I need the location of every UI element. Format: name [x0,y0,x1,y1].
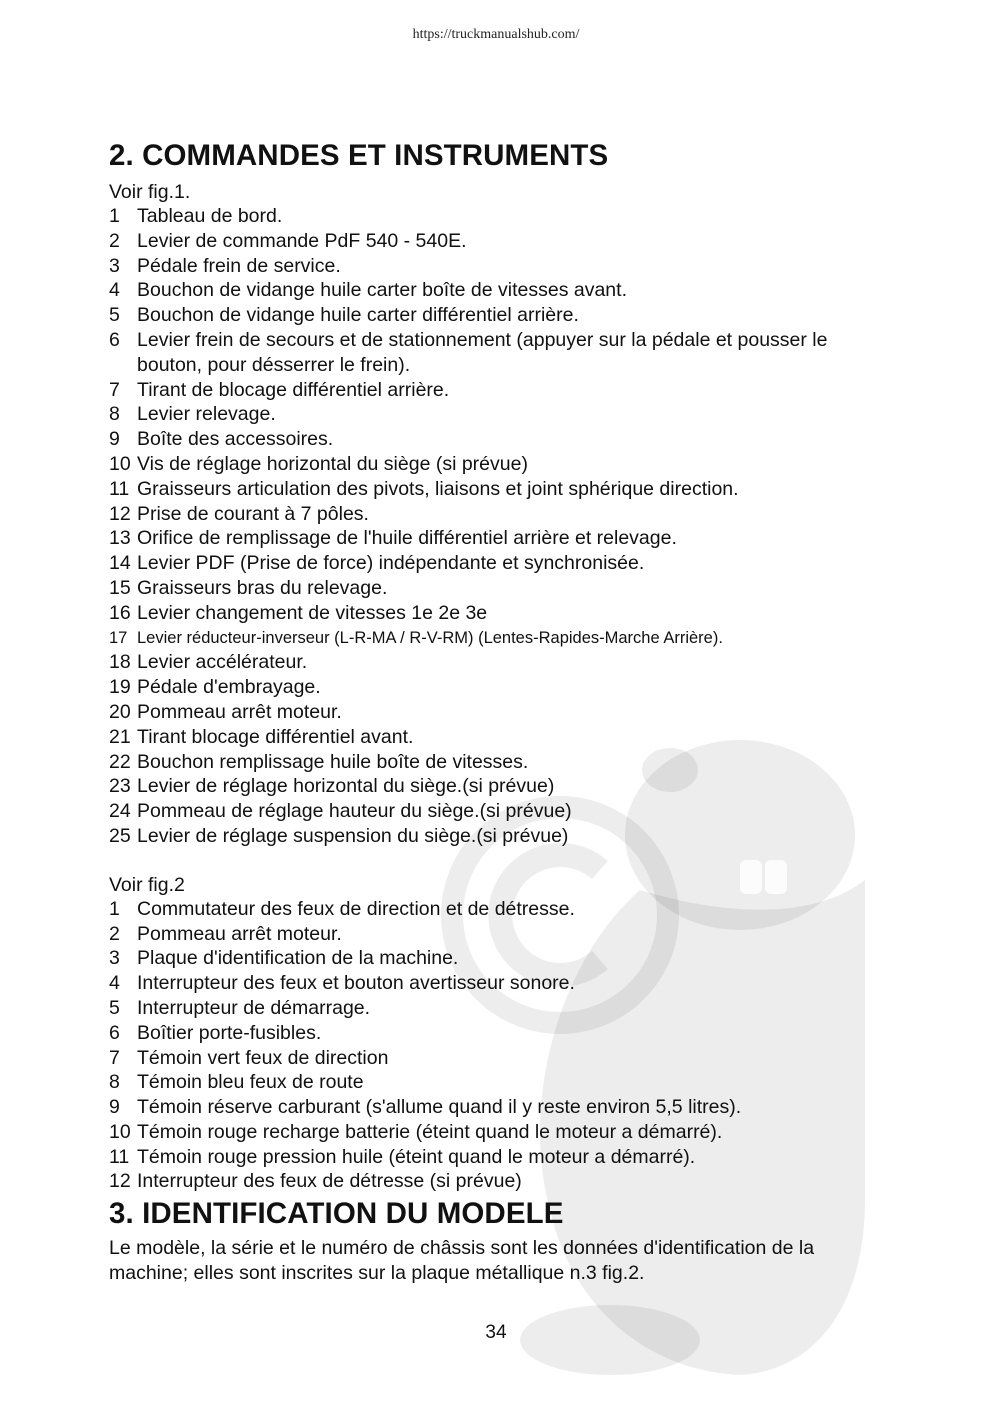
item-text: Levier PDF (Prise de force) indépendante et synchronisée. [137,552,645,575]
item-number: 19 [109,676,131,699]
item-text: Graisseurs articulation des pivots, liaisons et joint sphérique direction. [137,477,739,500]
list-item [109,576,889,601]
list-item [109,551,889,576]
list-item [109,303,889,328]
list-item [109,774,889,799]
list-item [109,601,889,626]
item-text: Bouchon de vidange huile carter boîte de vitesses avant. [137,279,627,302]
list-item [109,1095,889,1120]
list-item [109,799,889,824]
item-text: Levier de réglage horizontal du siège.(si prévue) [137,775,555,798]
list-item [109,229,889,254]
item-text: Prise de courant à 7 pôles. [137,502,369,525]
item-number: 11 [109,477,130,500]
item-number: 1 [109,205,120,227]
item-number: 4 [109,972,120,995]
list-item [109,1120,889,1145]
item-number: 12 [109,1170,131,1193]
fig1-intro: Voir fig.1. [109,181,191,203]
item-number: 10 [109,452,131,475]
item-text: Levier changement de vitesses 1e 2e 3e [137,601,488,624]
item-number: 7 [109,378,120,401]
item-text: Interrupteur de démarrage. [137,996,371,1019]
list-item [109,452,889,477]
item-text: Tirant de blocage différentiel arrière. [137,378,450,401]
item-text: Pommeau de réglage hauteur du siège.(si prévue) [137,800,572,823]
list-item [109,824,889,849]
item-text: Commutateur des feux de direction et de détresse. [137,897,575,920]
item-number: 17 [109,628,128,647]
item-text: Levier réducteur-inverseur (L-R-MA / R-V-RM) (Lentes-Rapides-Marche Arrière). [137,628,723,647]
item-text: Témoin bleu feux de route [137,1071,364,1094]
item-text: Levier accélérateur. [137,651,308,674]
item-number: 3 [109,254,120,277]
list-item [109,402,889,427]
item-number: 8 [109,403,120,426]
item-text: Graisseurs bras du relevage. [137,576,388,599]
item-text: Boîtier porte-fusibles. [137,1021,322,1044]
item-text: Interrupteur des feux et bouton avertisseur sonore. [137,972,575,995]
list-item [109,526,889,551]
list-item [109,971,889,996]
item-number: 20 [109,700,131,723]
item-number: 18 [109,651,131,674]
list-item [109,204,889,229]
item-text: Pédale frein de service. [137,254,341,277]
item-number: 14 [109,552,131,575]
item-text: Témoin vert feux de direction [137,1046,389,1069]
item-number: 4 [109,279,120,302]
item-text: Plaque d'identification de la machine. [137,947,459,970]
list-item [109,922,889,947]
list-item [109,1070,889,1095]
item-number: 6 [109,1021,120,1044]
item-number: 23 [109,775,131,798]
item-text: Levier frein de secours et de stationnement (appuyer sur la pédale et pousser le bouton, pour désserrer le frein). [137,328,828,376]
item-number: 9 [109,1096,120,1119]
item-number: 13 [109,527,131,550]
list-item [109,1145,889,1170]
list-item [109,1169,889,1194]
list-item [109,897,889,922]
list-item [109,502,889,527]
list-item [109,254,889,279]
item-number: 15 [109,576,131,599]
item-text: Témoin réserve carburant (s'allume quand il y reste environ 5,5 litres). [137,1096,742,1119]
list-item [109,996,889,1021]
list-item [109,700,889,725]
item-text: Pommeau arrêt moteur. [137,700,342,723]
section-title-commandes: 2. COMMANDES ET INSTRUMENTS [109,139,609,172]
list-item [109,626,889,651]
item-number: 7 [109,1046,120,1069]
list-item [109,427,889,452]
item-text: Interrupteur des feux de détresse (si prévue) [137,1170,522,1193]
list-item [109,675,889,700]
item-number: 6 [109,328,120,351]
item-text: Témoin rouge pression huile (éteint quand le moteur a démarré). [137,1145,696,1168]
item-number: 16 [109,601,131,624]
list-item [109,750,889,775]
item-text: Tableau de bord. [137,205,283,227]
item-number: 3 [109,947,120,970]
item-number: 10 [109,1120,131,1143]
item-number: 2 [109,922,120,945]
item-number: 5 [109,304,120,327]
item-number: 1 [109,897,120,920]
item-number: 24 [109,800,131,823]
list-item [109,477,889,502]
item-text: Levier de commande PdF 540 - 540E. [137,229,467,252]
item-number: 8 [109,1071,120,1094]
page-content [109,136,889,1285]
identification-paragraph: Le modèle, la série et le numéro de châssis sont les données d'identification de la machine; elles sont inscrites sur la plaque métallique n.3 fig.2. [109,1237,815,1284]
item-number: 5 [109,996,120,1019]
list-item [109,1021,889,1046]
list-item [109,650,889,675]
list-item [109,946,889,971]
item-number: 11 [109,1145,130,1168]
item-text: Pommeau arrêt moteur. [137,922,342,945]
item-text: Boîte des accessoires. [137,428,334,451]
header-url: https://truckmanualshub.com/ [412,27,580,42]
fig2-list [109,897,889,1195]
item-number: 9 [109,428,120,451]
item-text: Levier de réglage suspension du siège.(si prévue) [137,824,569,847]
item-text: Levier relevage. [137,403,276,426]
item-number: 2 [109,229,120,252]
item-text: Orifice de remplissage de l'huile différentiel arrière et relevage. [137,527,677,550]
fig1-list [109,204,889,849]
item-text: Bouchon de vidange huile carter différentiel arrière. [137,304,579,327]
item-number: 21 [109,725,131,748]
item-text: Vis de réglage horizontal du siège (si prévue) [137,452,528,475]
item-text: Tirant blocage différentiel avant. [137,725,414,748]
list-item [109,278,889,303]
list-item [109,328,889,378]
section-title-identification: 3. IDENTIFICATION DU MODELE [109,1197,564,1231]
list-item [109,1046,889,1071]
item-number: 12 [109,502,131,525]
item-text: Bouchon remplissage huile boîte de vitesses. [137,750,529,773]
item-number: 25 [109,824,131,847]
item-text: Témoin rouge recharge batterie (éteint quand le moteur a démarré). [137,1120,723,1143]
page-number: 34 [485,1322,507,1343]
item-number: 22 [109,750,131,773]
list-item [109,378,889,403]
list-item [109,725,889,750]
fig2-intro: Voir fig.2 [109,873,185,896]
item-text: Pédale d'embrayage. [137,676,321,699]
